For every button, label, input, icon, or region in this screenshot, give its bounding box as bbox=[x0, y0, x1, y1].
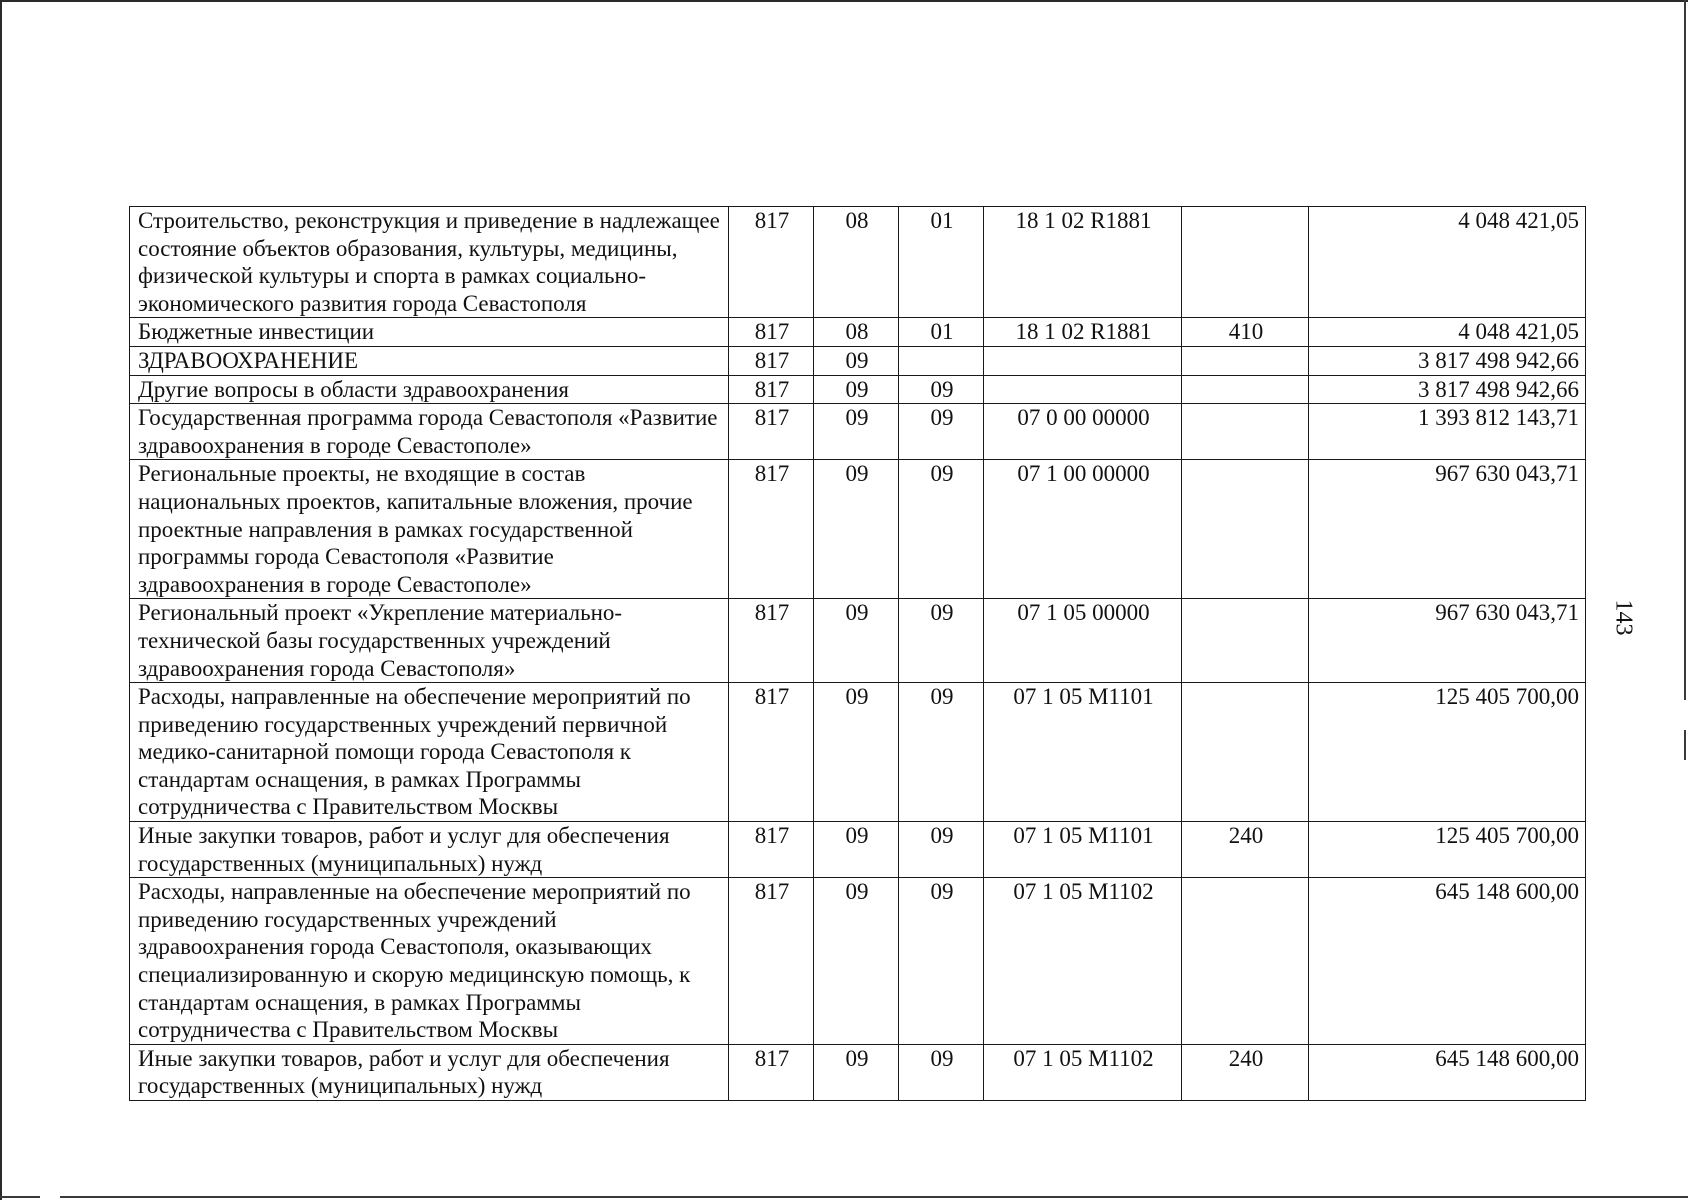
expense-type-cell bbox=[1182, 404, 1309, 460]
amount-cell: 645 148 600,00 bbox=[1309, 1044, 1586, 1100]
budget-table-body bbox=[130, 207, 1586, 1101]
section-code-cell: 09 bbox=[814, 346, 899, 375]
target-article-cell: 07 1 05 M1101 bbox=[984, 683, 1182, 822]
scan-edge-left bbox=[0, 0, 2, 1200]
table-row bbox=[130, 878, 1586, 1045]
expense-type-cell: 240 bbox=[1182, 1044, 1309, 1100]
amount-cell: 125 405 700,00 bbox=[1309, 822, 1586, 878]
subsection-code-cell: 09 bbox=[899, 878, 984, 1045]
ministry-code-cell: 817 bbox=[729, 822, 814, 878]
amount-cell: 125 405 700,00 bbox=[1309, 683, 1586, 822]
section-code-cell: 09 bbox=[814, 460, 899, 599]
subsection-code-cell: 09 bbox=[899, 404, 984, 460]
target-article-cell: 18 1 02 R1881 bbox=[984, 318, 1182, 347]
expense-type-cell bbox=[1182, 599, 1309, 683]
row-name-cell: Расходы, направленные на обеспечение мероприятий по приведению государственных учреждений здравоохранения города Севастополя, оказывающих специализированную и скорую медицинскую помощь, к стандартам оснащения, в рамках Программы сотрудничества с Правительством Москвы bbox=[130, 878, 729, 1045]
amount-cell: 967 630 043,71 bbox=[1309, 460, 1586, 599]
expense-type-cell bbox=[1182, 878, 1309, 1045]
expense-type-cell: 240 bbox=[1182, 822, 1309, 878]
subsection-code-cell: 09 bbox=[899, 599, 984, 683]
ministry-code-cell: 817 bbox=[729, 318, 814, 347]
ministry-code-cell: 817 bbox=[729, 683, 814, 822]
target-article-cell: 07 1 05 00000 bbox=[984, 599, 1182, 683]
section-code-cell: 09 bbox=[814, 683, 899, 822]
row-name-cell: Строительство, реконструкция и приведение в надлежащее состояние объектов образования, культуры, медицины, физической культуры и спорта в рамках социально-экономического развития города Севастополя bbox=[130, 207, 729, 318]
row-name-cell: Расходы, направленные на обеспечение мероприятий по приведению государственных учреждений первичной медико-санитарной помощи города Севастополя к стандартам оснащения, в рамках Программы сотрудничества с Правительством Москвы bbox=[130, 683, 729, 822]
row-name-cell: Бюджетные инвестиции bbox=[130, 318, 729, 347]
amount-cell: 4 048 421,05 bbox=[1309, 207, 1586, 318]
section-code-cell: 09 bbox=[814, 822, 899, 878]
subsection-code-cell: 09 bbox=[899, 460, 984, 599]
section-code-cell: 09 bbox=[814, 1044, 899, 1100]
section-code-cell: 09 bbox=[814, 878, 899, 1045]
amount-cell: 3 817 498 942,66 bbox=[1309, 346, 1586, 375]
target-article-cell: 07 1 05 M1101 bbox=[984, 822, 1182, 878]
expense-type-cell bbox=[1182, 346, 1309, 375]
subsection-code-cell bbox=[899, 346, 984, 375]
table-row bbox=[130, 1044, 1586, 1100]
scan-mark-right bbox=[1684, 730, 1686, 760]
amount-cell: 4 048 421,05 bbox=[1309, 318, 1586, 347]
row-name-cell: Иные закупки товаров, работ и услуг для обеспечения государственных (муниципальных) нужд bbox=[130, 1044, 729, 1100]
section-code-cell: 09 bbox=[814, 375, 899, 404]
table-row bbox=[130, 683, 1586, 822]
ministry-code-cell: 817 bbox=[729, 375, 814, 404]
amount-cell: 3 817 498 942,66 bbox=[1309, 375, 1586, 404]
ministry-code-cell: 817 bbox=[729, 599, 814, 683]
expense-type-cell bbox=[1182, 375, 1309, 404]
subsection-code-cell: 09 bbox=[899, 683, 984, 822]
row-name-cell: Другие вопросы в области здравоохранения bbox=[130, 375, 729, 404]
scan-edge-right bbox=[1684, 0, 1686, 700]
section-code-cell: 08 bbox=[814, 207, 899, 318]
table-row bbox=[130, 375, 1586, 404]
ministry-code-cell: 817 bbox=[729, 404, 814, 460]
ministry-code-cell: 817 bbox=[729, 346, 814, 375]
amount-cell: 967 630 043,71 bbox=[1309, 599, 1586, 683]
ministry-code-cell: 817 bbox=[729, 1044, 814, 1100]
expense-type-cell bbox=[1182, 683, 1309, 822]
subsection-code-cell: 09 bbox=[899, 375, 984, 404]
target-article-cell bbox=[984, 346, 1182, 375]
expense-type-cell: 410 bbox=[1182, 318, 1309, 347]
row-name-cell: Региональные проекты, не входящие в состав национальных проектов, капитальные вложения, прочие проектные направления в рамках государственной программы города Севастополя «Развитие здравоохранения в городе Севастополе» bbox=[130, 460, 729, 599]
table-row bbox=[130, 207, 1586, 318]
row-name-cell: Региональный проект «Укрепление материально-технической базы государственных учреждений здравоохранения города Севастополя» bbox=[130, 599, 729, 683]
target-article-cell: 18 1 02 R1881 bbox=[984, 207, 1182, 318]
section-code-cell: 09 bbox=[814, 599, 899, 683]
target-article-cell: 07 0 00 00000 bbox=[984, 404, 1182, 460]
target-article-cell: 07 1 00 00000 bbox=[984, 460, 1182, 599]
subsection-code-cell: 09 bbox=[899, 822, 984, 878]
subsection-code-cell: 01 bbox=[899, 318, 984, 347]
subsection-code-cell: 09 bbox=[899, 1044, 984, 1100]
ministry-code-cell: 817 bbox=[729, 207, 814, 318]
amount-cell: 1 393 812 143,71 bbox=[1309, 404, 1586, 460]
table-row bbox=[130, 404, 1586, 460]
target-article-cell bbox=[984, 375, 1182, 404]
table-row bbox=[130, 599, 1586, 683]
table-row bbox=[130, 460, 1586, 599]
table-row bbox=[130, 318, 1586, 347]
ministry-code-cell: 817 bbox=[729, 878, 814, 1045]
section-code-cell: 09 bbox=[814, 404, 899, 460]
row-name-cell: Иные закупки товаров, работ и услуг для обеспечения государственных (муниципальных) нужд bbox=[130, 822, 729, 878]
expense-type-cell bbox=[1182, 460, 1309, 599]
expense-type-cell bbox=[1182, 207, 1309, 318]
budget-table bbox=[129, 206, 1586, 1101]
section-code-cell: 08 bbox=[814, 318, 899, 347]
scan-edge-bottom-short bbox=[0, 1196, 40, 1198]
target-article-cell: 07 1 05 M1102 bbox=[984, 1044, 1182, 1100]
amount-cell: 645 148 600,00 bbox=[1309, 878, 1586, 1045]
table-row bbox=[130, 822, 1586, 878]
scan-edge-bottom bbox=[60, 1196, 1688, 1198]
ministry-code-cell: 817 bbox=[729, 460, 814, 599]
row-name-cell: Государственная программа города Севастополя «Развитие здравоохранения в городе Севастополе» bbox=[130, 404, 729, 460]
scan-edge-top bbox=[0, 0, 1688, 2]
page-number: 143 bbox=[1610, 599, 1637, 636]
table-row bbox=[130, 346, 1586, 375]
row-name-cell: ЗДРАВООХРАНЕНИЕ bbox=[130, 346, 729, 375]
subsection-code-cell: 01 bbox=[899, 207, 984, 318]
target-article-cell: 07 1 05 M1102 bbox=[984, 878, 1182, 1045]
